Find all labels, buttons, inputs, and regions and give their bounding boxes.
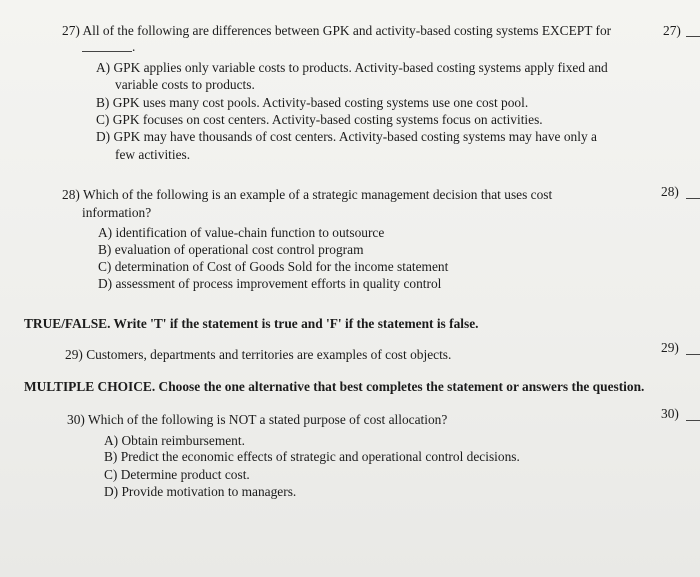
q27-option-a-line2: variable costs to products. xyxy=(115,77,255,92)
q30-option-b: B) Predict the economic effects of strategic and operational control decisions. xyxy=(104,449,520,464)
q30-side-number: 30) xyxy=(661,406,679,421)
q28-option-c: C) determination of Cost of Goods Sold for the income statement xyxy=(98,259,449,274)
q28-option-a: A) identification of value-chain function to outsource xyxy=(98,225,385,240)
q30-option-a: A) Obtain reimbursement. xyxy=(104,433,245,448)
q30-option-c: C) Determine product cost. xyxy=(104,467,250,482)
q28-stem-line2: information? xyxy=(82,205,152,220)
q29-side-number: 29) xyxy=(661,340,679,355)
q30-option-d: D) Provide motivation to managers. xyxy=(104,484,297,499)
q27-option-b: B) GPK uses many cost pools. Activity-based costing systems use one cost pool. xyxy=(96,95,529,110)
q28-option-d: D) assessment of process improvement efforts in quality control xyxy=(98,276,442,291)
q28-side-number: 28) xyxy=(661,184,679,199)
q30-side-blank xyxy=(686,420,700,421)
q27-answer-blank xyxy=(82,51,132,52)
q29-stem: 29) Customers, departments and territories are examples of cost objects. xyxy=(65,347,452,362)
q27-stem-line1: 27) All of the following are differences between GPK and activity-based costing systems EXCEPT for xyxy=(62,23,612,38)
q27-option-c: C) GPK focuses on cost centers. Activity-based costing systems focus on activities. xyxy=(96,112,543,127)
q27-side-number: 27) xyxy=(663,23,681,38)
q27-option-d-line1: D) GPK may have thousands of cost centers. Activity-based costing systems may have only a xyxy=(96,129,597,144)
section-true-false-heading: TRUE/FALSE. Write 'T' if the statement is true and 'F' if the statement is false. xyxy=(24,316,479,331)
q28-option-b: B) evaluation of operational cost control program xyxy=(98,242,364,257)
q29-side-blank xyxy=(686,354,700,355)
q27-option-a-line1: A) GPK applies only variable costs to products. Activity-based costing systems apply fixed and xyxy=(96,60,608,75)
section-multiple-choice-heading: MULTIPLE CHOICE. Choose the one alternative that best completes the statement or answers the question. xyxy=(24,379,645,394)
q28-side-blank xyxy=(686,198,700,199)
q27-option-d-line2: few activities. xyxy=(115,147,191,162)
q30-stem: 30) Which of the following is NOT a stated purpose of cost allocation? xyxy=(67,412,448,427)
q27-stem-period: . xyxy=(132,39,136,54)
q28-stem-line1: 28) Which of the following is an example of a strategic management decision that uses cost xyxy=(62,187,553,202)
q27-side-blank xyxy=(686,36,700,37)
